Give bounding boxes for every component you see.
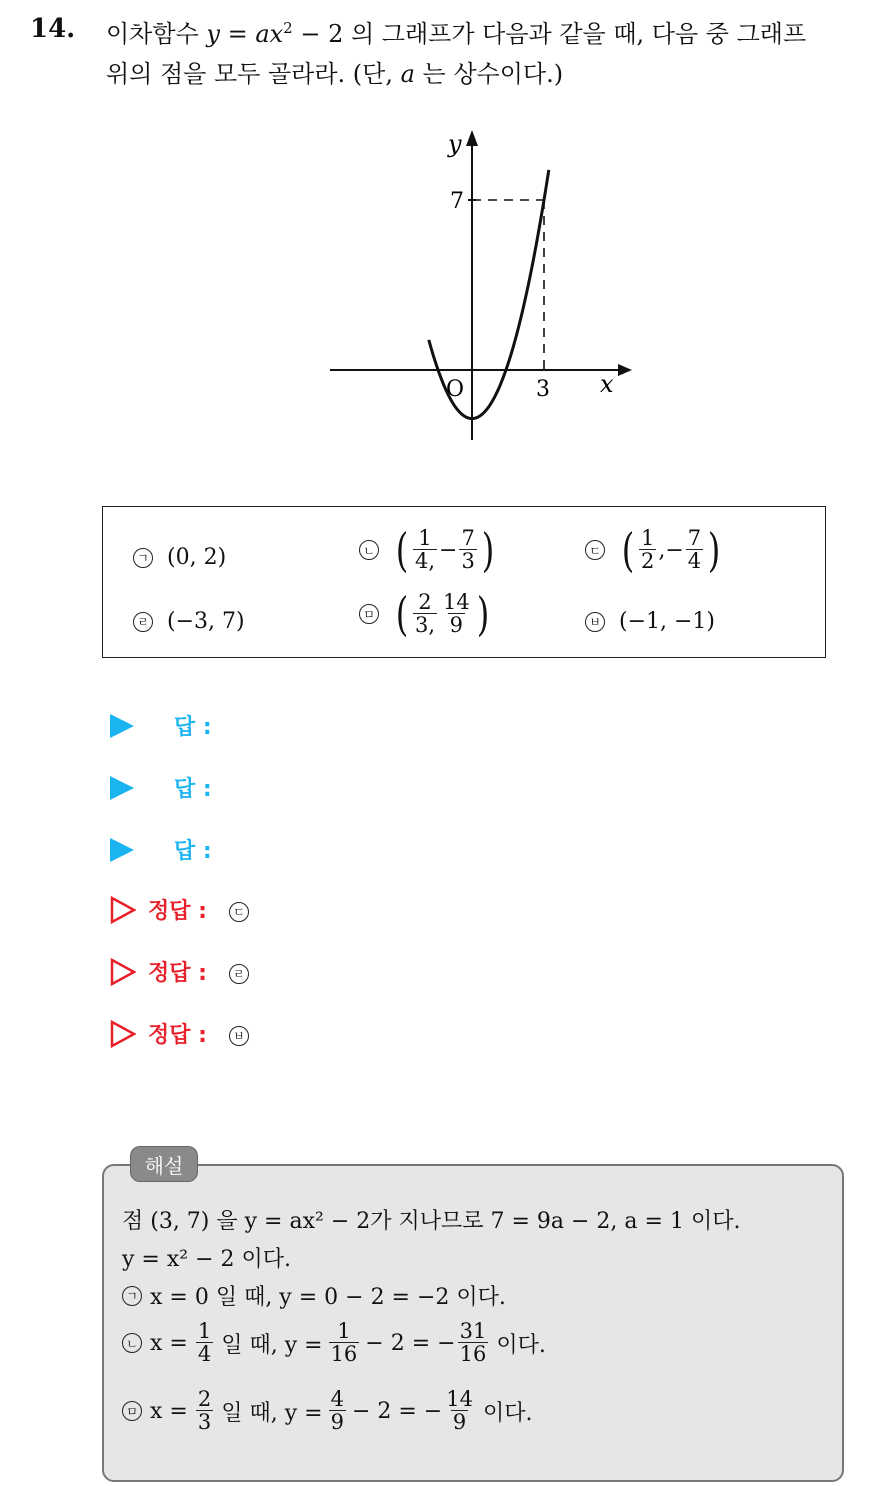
correct-mark: ㅂ	[229, 1026, 249, 1046]
answer-label: 답 :	[174, 715, 212, 740]
choice-na[interactable]: ㄴ ( $\frac{1}{4,}$ − $\frac{7}{3}$ )	[359, 527, 497, 573]
choice-ra[interactable]	[133, 609, 245, 634]
parabola-graph	[320, 120, 640, 450]
choice-value: (−1, −1)	[619, 609, 716, 634]
correct-label: 정답 :	[148, 899, 207, 924]
outline-triangle-icon	[110, 896, 136, 924]
solution-tab: 해설	[130, 1146, 198, 1182]
choice-mark: ㄹ	[133, 612, 153, 632]
choice-mark: ㄱ	[133, 548, 153, 568]
solution-line-3: ㄱ x = 0 일 때, y = 0 − 2 = −2 이다.	[122, 1280, 506, 1311]
choice-mark: ㅂ	[585, 612, 605, 632]
y-axis-label: y	[448, 130, 462, 158]
choice-value: (0, 2)	[167, 545, 227, 570]
outline-triangle-icon	[110, 1020, 136, 1048]
x-axis-label: x	[600, 370, 614, 398]
answer-label: 답 :	[174, 839, 212, 864]
correct-answer-2	[110, 956, 263, 987]
solution-line-2: y = x² − 2 이다.	[122, 1247, 291, 1272]
solution-mark: ㅁ	[122, 1401, 142, 1421]
correct-label: 정답 :	[148, 961, 207, 986]
solution-mark: ㄱ	[122, 1286, 142, 1306]
choice-ba[interactable]	[585, 609, 715, 634]
answer-label: 답 :	[174, 777, 212, 802]
play-icon	[110, 838, 134, 862]
y-tick-label-7: 7	[450, 189, 464, 214]
question-number: 14.	[30, 14, 76, 44]
origin-label: O	[446, 377, 465, 402]
choice-value: (−3, 7)	[167, 609, 245, 634]
choice-box	[102, 506, 826, 658]
question-text-line2: 위의 점을 모두 골라라. (단, a 는 상수이다.)	[106, 60, 564, 88]
solution-line-5: ㅁ x = $\frac{2}{3}$ 일 때, y = $\frac{4}{9}$ − 2 = − $\frac{14}{9}$ 이다.	[122, 1388, 532, 1434]
choice-mark: ㄷ	[585, 540, 605, 560]
choice-ma[interactable]: ㅁ ( $\frac{2}{3,}$ $\frac{14}{9}$ )	[359, 591, 492, 637]
correct-mark: ㄷ	[229, 902, 249, 922]
outline-triangle-icon	[110, 958, 136, 986]
x-axis-arrow	[618, 364, 632, 376]
choice-mark: ㅁ	[359, 604, 379, 624]
x-tick-label-3: 3	[536, 377, 550, 402]
y-axis-arrow	[466, 130, 478, 146]
answer-slot-1[interactable]	[110, 710, 212, 741]
solution-mark: ㄴ	[122, 1333, 142, 1353]
answer-slot-3[interactable]	[110, 834, 212, 865]
play-icon	[110, 776, 134, 800]
correct-mark: ㄹ	[229, 964, 249, 984]
play-icon	[110, 714, 134, 738]
question-text-line1: 이차함수 $y = ax^2 - 2$ 의 그래프가 다음과 같을 때, 다음 중 그래프	[106, 19, 807, 48]
choice-ga[interactable]	[133, 545, 226, 570]
choice-mark: ㄴ	[359, 540, 379, 560]
correct-answer-3	[110, 1018, 263, 1049]
correct-label: 정답 :	[148, 1023, 207, 1048]
solution-line-1: 점 (3, 7) 을 y = ax² − 2가 지나므로 7 = 9a − 2, a = 1 이다.	[122, 1209, 741, 1234]
solution-line-4: ㄴ x = $\frac{1}{4}$ 일 때, y = $\frac{1}{16}$ − 2 = − $\frac{31}{16}$ 이다.	[122, 1320, 546, 1366]
choice-da[interactable]: ㄷ ( $\frac{1}{2}$ ,− $\frac{7}{4}$ )	[585, 527, 723, 573]
answer-slot-2[interactable]	[110, 772, 212, 803]
correct-answer-1	[110, 894, 263, 925]
